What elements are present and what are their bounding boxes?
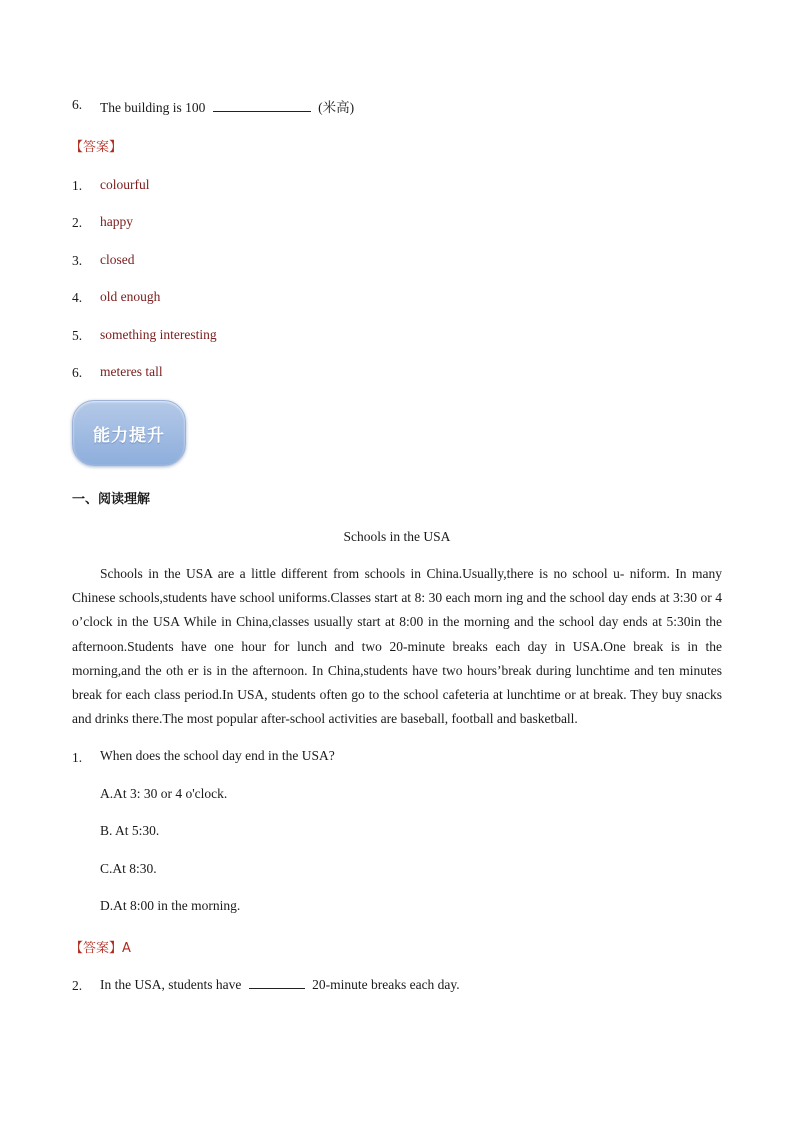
- answer-item: meteres tall: [100, 364, 163, 379]
- answer-label: 【答案】: [70, 941, 123, 956]
- question-2: [100, 976, 460, 993]
- question-number: 6.: [72, 97, 83, 112]
- question-number: 1.: [72, 750, 83, 765]
- answer-item: colourful: [100, 177, 150, 192]
- answer-number: 6.: [72, 365, 83, 380]
- question-text: When does the school day end in the USA?: [100, 748, 335, 763]
- answer-number: 3.: [72, 253, 83, 268]
- option-c[interactable]: C.At 8:30.: [100, 861, 157, 876]
- question-number: 2.: [72, 978, 83, 993]
- option-b[interactable]: B. At 5:30.: [100, 823, 160, 838]
- answer-item: something interesting: [100, 327, 217, 342]
- option-a[interactable]: A.At 3: 30 or 4 o'clock.: [100, 786, 228, 801]
- answer-number: 4.: [72, 290, 83, 305]
- question-text: In the USA, students have: [100, 977, 242, 992]
- answer-line: [70, 937, 131, 956]
- section-title: 一、阅读理解: [72, 492, 151, 507]
- answer-item: old enough: [100, 289, 161, 304]
- ability-badge: [72, 400, 186, 466]
- answer-value: A: [122, 941, 131, 956]
- question-text-end: 20-minute breaks each day.: [312, 977, 460, 992]
- reading-title: Schools in the USA: [343, 529, 451, 544]
- answer-label: 【答案】: [70, 140, 123, 155]
- answer-blank[interactable]: [213, 99, 311, 112]
- reading-passage: Schools in the USA are a little different from schools in China.Usually,there is no school u- niform. In many Chinese schools,students have school uniforms.Classes start at 8: 30 each morn ing and the school day ends at 3:30 or 4 o’clock in the USA While in China,classes usually start at 8:00 in the morning and the school day ends at 5:30in the afternoon.Students have one hour for lunch and two 20-minute breaks each day in USA.One break is in the morning,and the oth er is in the afternoon. In China,students have two hours’break during lunchtime and ten minutes break for each class period.In USA, students often go to the school cafeteria at lunchtime or at break. They buy snacks and drinks there.The most popular after-school activities are baseball, football and basketball.: [72, 566, 722, 727]
- question-hint: (米高): [318, 100, 355, 115]
- badge-label: 能力提升: [93, 425, 165, 446]
- answer-number: 1.: [72, 178, 83, 193]
- answer-item: closed: [100, 252, 135, 267]
- answer-number: 5.: [72, 328, 83, 343]
- answer-blank[interactable]: [249, 976, 305, 989]
- question-6: [100, 96, 354, 116]
- question-text: The building is 100: [100, 100, 206, 115]
- answer-number: 2.: [72, 215, 83, 230]
- answer-item: happy: [100, 214, 133, 229]
- option-d[interactable]: D.At 8:00 in the morning.: [100, 898, 241, 913]
